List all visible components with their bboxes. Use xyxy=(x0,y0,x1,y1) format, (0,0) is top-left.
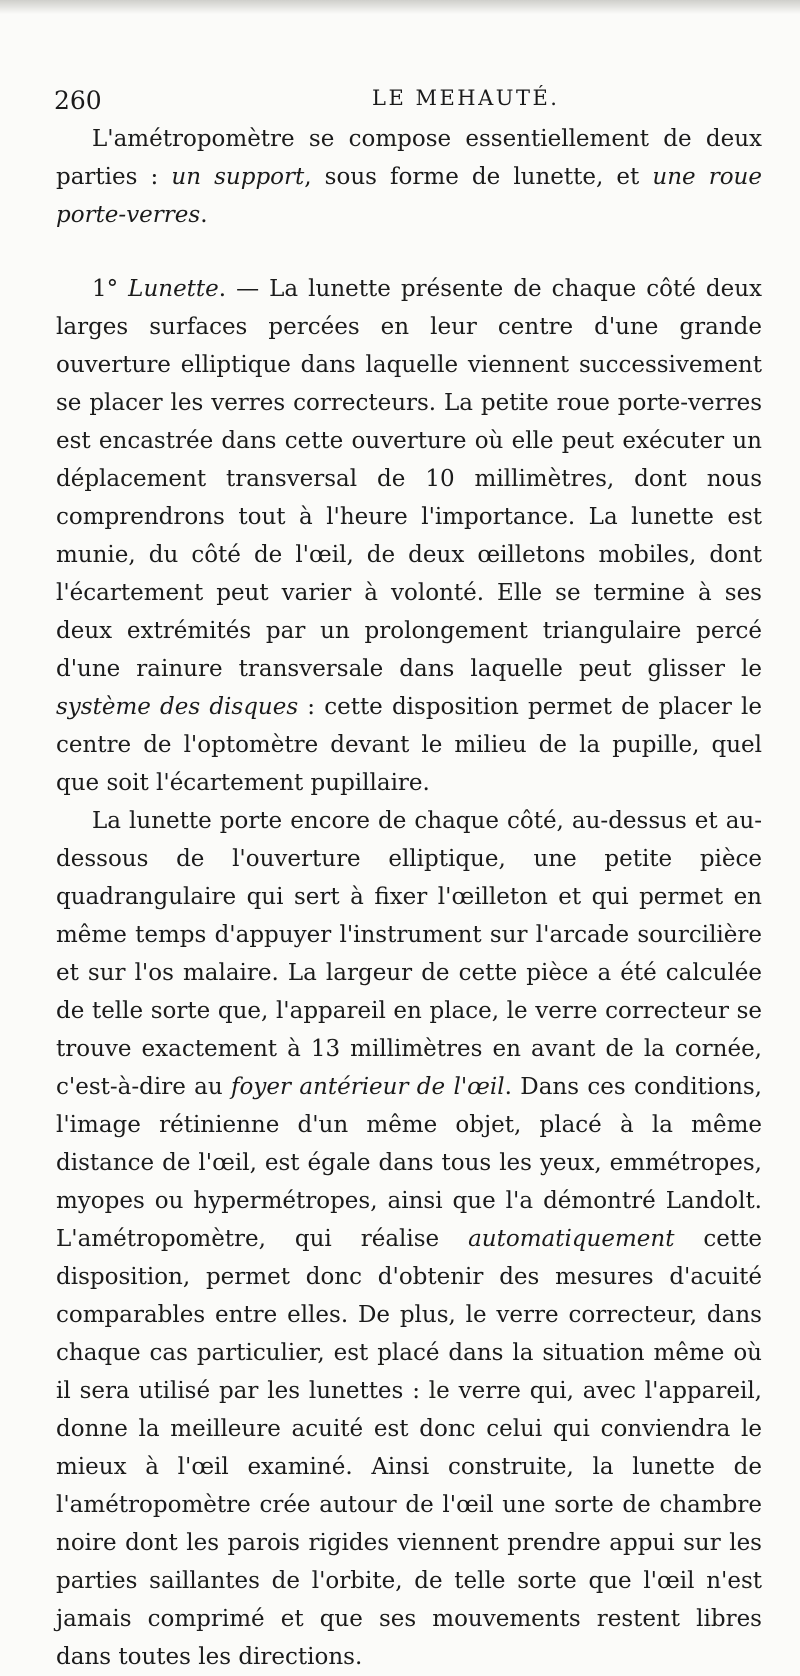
italic-term: Lunette xyxy=(128,276,219,302)
italic-term: automatiquement xyxy=(468,1226,675,1252)
text-run: cette disposition, permet donc d'obtenir des mesures d'acuité comparables entre elles. De plus, le verre correcteur, dans chaque cas particulier, est placé dans la situation même où il sera utilisé par les lunettes : le verre qui, avec l'appareil, donne la meilleure acuité est donc celui qui conviendra le mieux à l'œil examiné. Ainsi construite, la lunette de l'amétropomètre crée autour de l'œil une sorte de chambre noire dont les parois rigides viennent prendre appui sur les parties saillantes de l'orbite, de telle sorte que l'œil n'est jamais comprimé et que ses mouvements restent libres dans toutes les directions. xyxy=(56,1226,762,1670)
page-edge-shadow xyxy=(0,0,800,14)
paragraph-lunette xyxy=(56,270,762,802)
text-run: , sous forme de lunette, et xyxy=(304,164,653,190)
running-head: LE MEHAUTÉ. xyxy=(372,86,560,110)
paragraph-intro xyxy=(56,120,762,234)
italic-term: un support xyxy=(171,164,305,190)
page-header xyxy=(54,86,754,122)
text-run: L'amétropomètre se compose essentiellement de deux parties : xyxy=(56,126,762,190)
text-run: . xyxy=(200,202,208,228)
page-number: 260 xyxy=(54,86,102,115)
paragraph-lunette-details xyxy=(56,802,762,1676)
body-text xyxy=(56,120,762,1676)
italic-term: système des disques xyxy=(56,694,299,720)
text-run: . — La lunette présente de chaque côté deux larges surfaces percées en leur centre d'une grande ouverture elliptique dans laquelle viennent successivement se placer les verres correcteurs. La petite roue porte-verres est encastrée dans cette ouverture où elle peut exécuter un déplacement transversal de 10 millimètres, dont nous comprendrons tout à l'heure l'importance. La lunette est munie, du côté de l'œil, de deux œilletons mobiles, dont l'écartement peut varier à volonté. Elle se termine à ses deux extrémités par un prolongement triangulaire percé d'une rainure transversale dans laquelle peut glisser le xyxy=(56,276,762,682)
text-run: . Dans ces conditions, l'image rétinienne d'un même objet, placé à la même distance de l'œil, est égale dans tous les yeux, emmétropes, myopes ou hypermétropes, ainsi que l'a démontré Landolt. L'amétropomètre, qui réalise xyxy=(56,1074,762,1252)
text-run: 1° xyxy=(92,276,129,302)
text-run: : cette disposition permet de placer le centre de l'optomètre devant le milieu de la pupille, quel que soit l'écartement pupillaire. xyxy=(56,694,762,796)
italic-term: une roue porte-verres xyxy=(56,164,762,228)
italic-term: foyer antérieur de l'œil xyxy=(231,1074,505,1100)
text-run: La lunette porte encore de chaque côté, au-dessus et au-dessous de l'ouverture elliptique, une petite pièce quadrangulaire qui sert à fixer l'œilleton et qui permet en même temps d'appuyer l'instrument sur l'arcade sourcilière et sur l'os malaire. La largeur de cette pièce a été calculée de telle sorte que, l'appareil en place, le verre correcteur se trouve exactement à 13 millimètres en avant de la cornée, c'est-à-dire au xyxy=(56,808,762,1100)
